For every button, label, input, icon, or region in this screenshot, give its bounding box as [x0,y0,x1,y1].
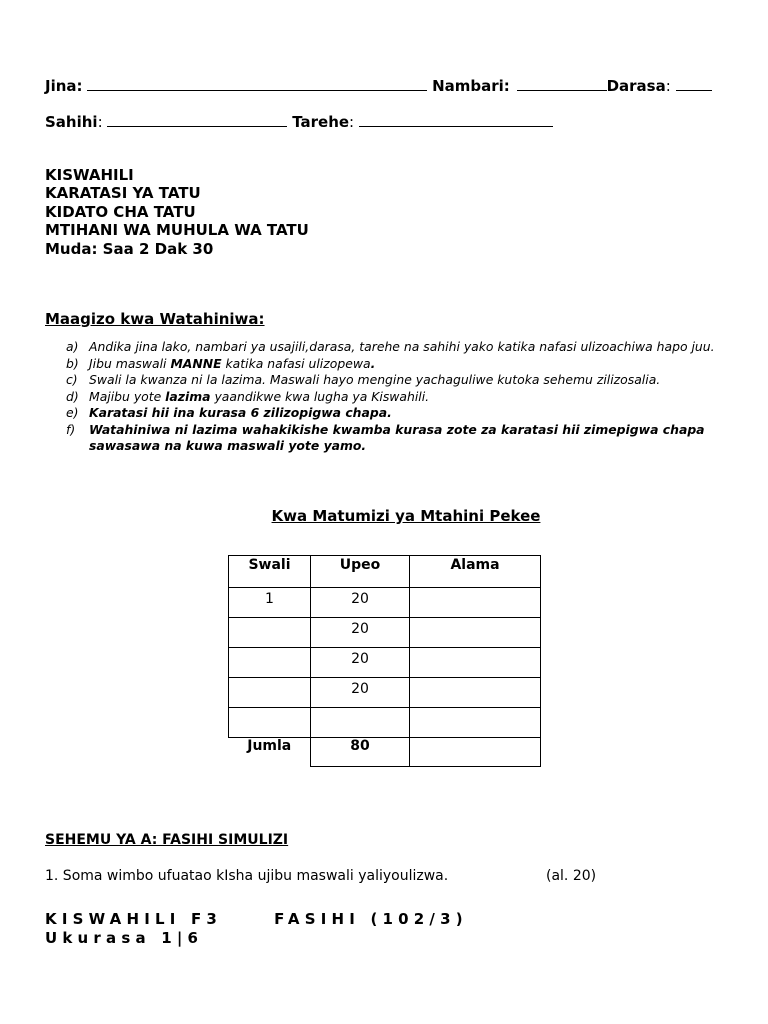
marks-cell[interactable] [410,618,541,648]
instructions-title: Maagizo kwa Watahiniwa: [45,310,265,328]
question-1-text: 1. Soma wimbo ufuatao kIsha ujibu maswali yaliyoulizwa. [45,868,449,884]
instruction-marker: d) [66,388,79,404]
instruction-text-part: yaandikwe kwa lugha ya Kiswahili. [210,388,430,404]
exam-title-block [45,166,309,258]
paper-title: KARATASI YA TATU [45,184,201,203]
question-cell[interactable]: 1 [229,588,311,618]
marks-cell[interactable] [410,678,541,708]
signature-label: Sahihi [45,113,98,131]
examiner-use-title: Kwa Matumizi ya Mtahini Pekee [271,507,541,525]
instruction-marker: a) [66,339,79,354]
header-question: Swali [229,556,311,588]
form-title: KIDATO CHA TATU [45,202,196,221]
instruction-marker: c) [66,372,78,387]
max-cell: 20 [311,588,410,618]
instruction-text [89,389,726,406]
question-cell[interactable] [229,678,311,708]
marks-cell[interactable] [410,708,541,738]
table-header-row [229,556,541,588]
class-label: Darasa [606,77,666,95]
name-number-class-line [45,76,712,95]
question-cell[interactable] [229,648,311,678]
table-row [229,618,541,648]
score-table [228,555,541,767]
date-field[interactable] [359,112,553,127]
number-label: Nambari: [432,77,510,95]
question-cell[interactable] [229,708,311,738]
total-max-value: 80 [311,738,410,767]
table-row [229,678,541,708]
date-label: Tarehe [292,113,350,131]
signature-colon: : [97,113,103,131]
instruction-text: Watahiniwa ni lazima wahakikishe kwamba kurasa zote za karatasi hii zimepigwa chapa sawasawa na kuwa maswali yote yamo. [89,421,705,453]
instruction-text: Andika jina lako, nambari ya usajili,darasa, tarehe na sahihi yako katika nafasi ulizoachiwa hapo juu. [89,339,715,354]
instruction-text-part: Majibu yote [89,388,166,404]
marks-cell[interactable] [410,588,541,618]
total-label: Jumla [247,738,292,754]
signature-date-line [45,112,553,131]
footer-page-number: Ukurasa 1|6 [45,929,204,947]
question-1-marks: (al. 20) [546,868,597,884]
page-footer [45,910,468,948]
max-cell [311,708,410,738]
instruction-marker: f) [66,421,76,437]
instruction-emphasis: MANNE [170,355,222,371]
instruction-item [66,422,726,455]
question-cell[interactable] [229,618,311,648]
instruction-item [66,356,726,373]
date-colon: : [349,113,355,131]
max-cell: 20 [311,678,410,708]
header-marks: Alama [410,556,541,588]
signature-field[interactable] [107,112,287,127]
class-colon: : [665,77,671,95]
max-cell: 20 [311,618,410,648]
table-row [229,588,541,618]
instruction-item [66,389,726,406]
header-max: Upeo [311,556,410,588]
table-row [229,648,541,678]
instructions-list [66,339,726,455]
instruction-item [66,339,726,356]
instruction-item [66,405,726,422]
instruction-text-part: katika nafasi ulizopewa [221,355,371,371]
footer-paper-code: KISWAHILI F3 FASIHI (102/3) [45,910,468,928]
instruction-text: Swali la kwanza ni la lazima. Maswali hayo mengine yachaguliwe kutoka sehemu zilizosalia. [89,372,661,387]
marks-cell[interactable] [410,648,541,678]
table-row [229,708,541,738]
instruction-emphasis: . [370,355,376,371]
name-field[interactable] [87,76,427,91]
instruction-marker: e) [66,405,79,420]
number-field[interactable] [517,76,607,91]
instruction-marker: b) [66,355,79,371]
section-title: SEHEMU YA A: FASIHI SIMULIZI [45,832,289,848]
instruction-item [66,372,726,389]
max-cell: 20 [311,648,410,678]
table-total-row [229,738,541,767]
name-label: Jina: [45,77,83,95]
subject-title: KISWAHILI [45,166,134,184]
class-field[interactable] [676,76,712,91]
total-marks-cell[interactable] [410,738,541,767]
instruction-text: Karatasi hii ina kurasa 6 zilizopigwa chapa. [89,405,392,420]
instruction-text-part: Jibu maswali [89,355,171,371]
instruction-text [89,356,726,373]
exam-title: MTIHANI WA MUHULA WA TATU [45,221,309,240]
duration-text: Muda: Saa 2 Dak 30 [45,239,214,258]
instruction-emphasis: lazima [165,388,211,404]
